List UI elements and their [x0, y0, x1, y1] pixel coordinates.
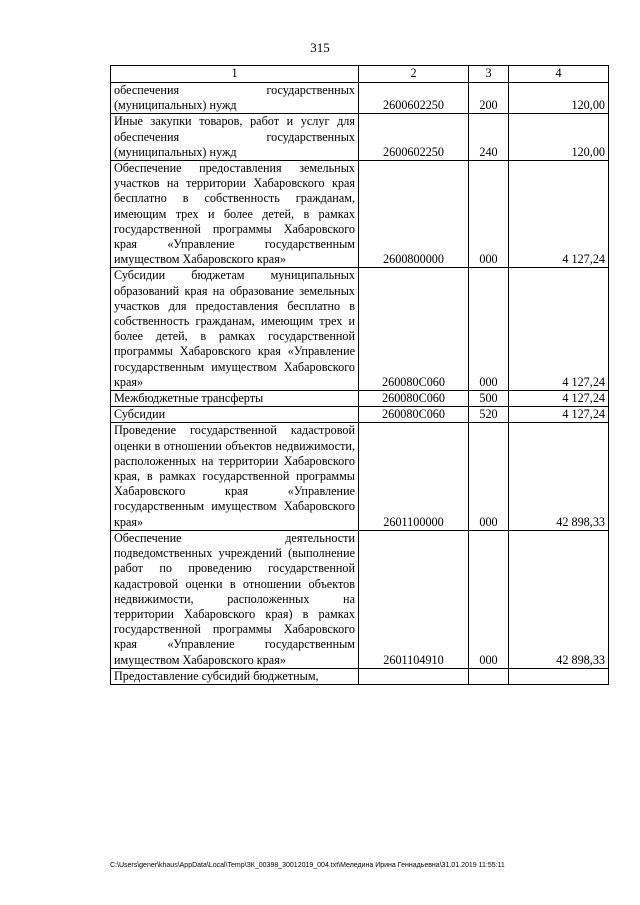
column-header-3: 3 — [469, 66, 509, 83]
column-header-1: 1 — [111, 66, 359, 83]
column-header-2: 2 — [359, 66, 469, 83]
table-row — [111, 530, 609, 668]
row-expense-type: 000 — [469, 268, 509, 391]
table-row — [111, 423, 609, 530]
row-expense-type: 520 — [469, 407, 509, 423]
row-amount — [509, 668, 609, 684]
row-description: Обеспечение деятельности подведомственных учреждений (выполнение работ по проведению государственной кадастровой оценки в отношении объектов недвижимости, расположенных на территории Хабаровского края) в рамках государственной программы Хабаровского края «Управление государственным имуществом Хабаровского края» — [111, 530, 359, 668]
table-row — [111, 268, 609, 391]
row-expense-type — [469, 668, 509, 684]
row-code: 2600800000 — [359, 161, 469, 268]
row-amount: 4 127,24 — [509, 161, 609, 268]
column-header-4: 4 — [509, 66, 609, 83]
header-row — [111, 66, 609, 83]
row-description: обеспечения государственных (муниципальных) нужд — [111, 83, 359, 114]
row-description: Субсидии бюджетам муниципальных образований края на образование земельных участков для предоставления бесплатно в собственность гражданам, имеющим трех и более детей, в рамках государственной программы Хабаровского края «Управление государственным имуществом Хабаровского края» — [111, 268, 359, 391]
row-description: Предоставление субсидий бюджетным, — [111, 668, 359, 684]
row-description: Межбюджетные трансферты — [111, 391, 359, 407]
table-row — [111, 83, 609, 114]
row-description: Субсидии — [111, 407, 359, 423]
row-amount: 42 898,33 — [509, 530, 609, 668]
table-row — [111, 114, 609, 161]
row-amount: 4 127,24 — [509, 268, 609, 391]
row-code: 260080С060 — [359, 407, 469, 423]
row-expense-type: 000 — [469, 530, 509, 668]
row-description: Проведение государственной кадастровой оценки в отношении объектов недвижимости, расположенных на территории Хабаровского края, в рамках государственной программы Хабаровского края «Управление государственным имуществом Хабаровского края» — [111, 423, 359, 530]
row-expense-type: 240 — [469, 114, 509, 161]
row-expense-type: 000 — [469, 423, 509, 530]
row-amount: 42 898,33 — [509, 423, 609, 530]
row-code: 2600602250 — [359, 114, 469, 161]
row-expense-type: 000 — [469, 161, 509, 268]
table-row — [111, 161, 609, 268]
row-code: 2601100000 — [359, 423, 469, 530]
row-code: 2600602250 — [359, 83, 469, 114]
table-row — [111, 668, 609, 684]
page-number: 315 — [310, 40, 330, 55]
row-description: Иные закупки товаров, работ и услуг для обеспечения государственных (муниципальных) нужд — [111, 114, 359, 161]
table-row — [111, 391, 609, 407]
row-code: 2601104910 — [359, 530, 469, 668]
row-expense-type: 200 — [469, 83, 509, 114]
row-amount: 120,00 — [509, 83, 609, 114]
row-code: 260080С060 — [359, 268, 469, 391]
row-code: 260080С060 — [359, 391, 469, 407]
row-code — [359, 668, 469, 684]
row-amount: 4 127,24 — [509, 391, 609, 407]
footer-file-path: C:\Users\gener\khaus\AppData\Local\Temp\ЗК_00398_30012019_004.txt\Меледина Ирина Геннадьевна\31.01.2019 11:55:11 — [110, 862, 505, 869]
budget-table — [110, 65, 609, 685]
row-amount: 120,00 — [509, 114, 609, 161]
table-row — [111, 407, 609, 423]
row-description: Обеспечение предоставления земельных участков на территории Хабаровского края бесплатно в собственность гражданам, имеющим трех и более детей, в рамках государственной программы Хабаровского края «Управление государственным имуществом Хабаровского края» — [111, 161, 359, 268]
row-amount: 4 127,24 — [509, 407, 609, 423]
row-expense-type: 500 — [469, 391, 509, 407]
